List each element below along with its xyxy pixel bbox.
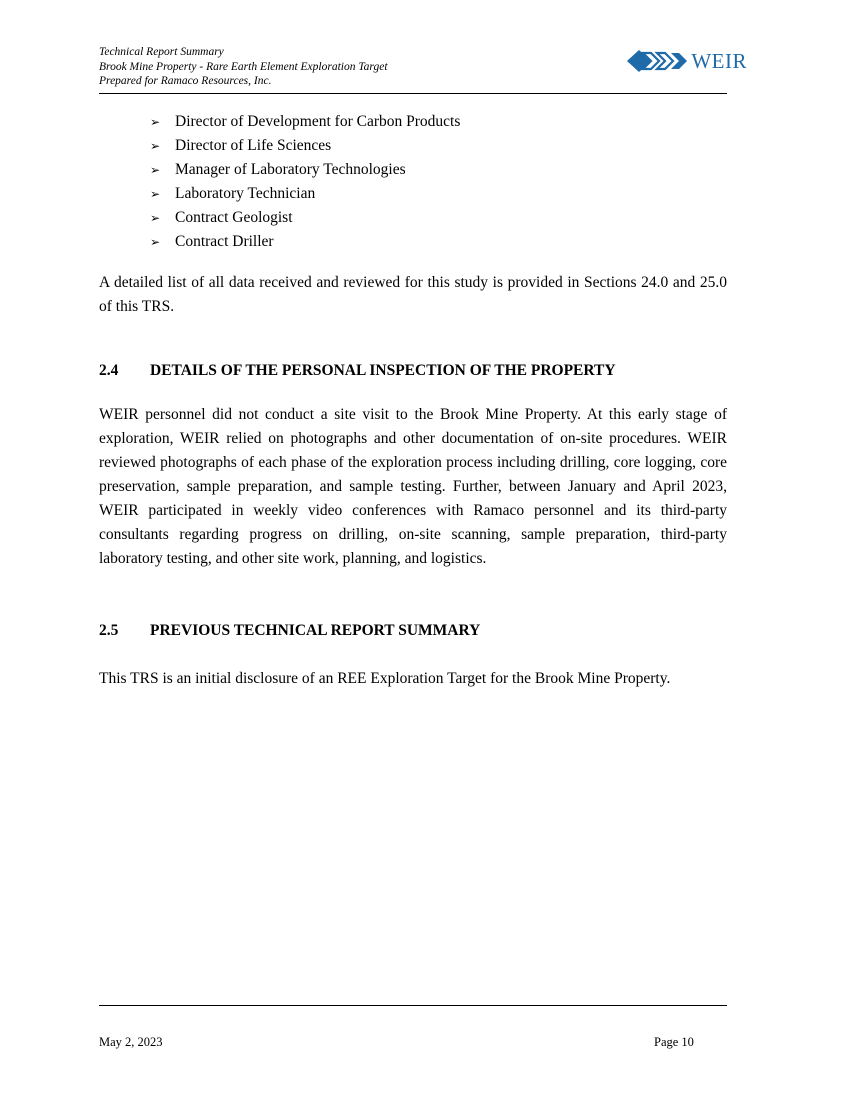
list-item-text: Contract Geologist bbox=[175, 209, 293, 226]
list-item bbox=[150, 182, 460, 206]
section-2-5-number: 2.5 bbox=[99, 622, 119, 639]
footer-page-number: Page 10 bbox=[654, 1035, 694, 1049]
list-item bbox=[150, 134, 460, 158]
section-2-4-heading bbox=[99, 359, 616, 383]
section-2-4-number: 2.4 bbox=[99, 362, 119, 379]
weir-logo bbox=[627, 49, 747, 73]
arrow-bullet-icon: ➢ bbox=[150, 115, 161, 129]
list-item-text: Director of Life Sciences bbox=[175, 137, 332, 154]
arrow-bullet-icon: ➢ bbox=[150, 211, 161, 225]
header-line-prepared-for: Prepared for Ramaco Resources, Inc. bbox=[99, 75, 272, 87]
list-item bbox=[150, 110, 460, 134]
arrow-bullet-icon: ➢ bbox=[150, 235, 161, 249]
header-text-block bbox=[99, 45, 388, 89]
role-bullet-list bbox=[150, 110, 460, 254]
section-2-5-title: PREVIOUS TECHNICAL REPORT SUMMARY bbox=[150, 622, 481, 639]
header-line-property: Brook Mine Property - Rare Earth Element Exploration Target bbox=[99, 60, 388, 73]
arrow-bullet-icon: ➢ bbox=[150, 139, 161, 153]
list-item-text: Contract Driller bbox=[175, 233, 274, 250]
arrow-bullet-icon: ➢ bbox=[150, 163, 161, 177]
footer-divider bbox=[99, 1005, 727, 1006]
weir-logo-text: WEIR bbox=[691, 49, 747, 73]
data-list-paragraph: A detailed list of all data received and reviewed for this study is provided in Sections 24.0 and 25.0 of this TRS. bbox=[99, 274, 727, 315]
section-2-4-title: DETAILS OF THE PERSONAL INSPECTION OF THE PROPERTY bbox=[150, 362, 616, 379]
section-2-5-body: This TRS is an initial disclosure of an REE Exploration Target for the Brook Mine Property. bbox=[99, 670, 671, 687]
footer-date: May 2, 2023 bbox=[99, 1035, 163, 1049]
section-2-4-body: WEIR personnel did not conduct a site visit to the Brook Mine Property. At this early stage of exploration, WEIR relied on photographs and other documentation of on-site procedures. WEIR reviewed photographs of each phase of the exploration process including drilling, core logging, core preservation, sample preparation, and sample testing. Further, between January and April 2023, WEIR participated in weekly video conferences with Ramaco personnel and its third-party consultants regarding progress on drilling, on-site scanning, sample preparation, third-party laboratory testing, and other site work, planning, and logistics. bbox=[99, 406, 727, 567]
list-item bbox=[150, 158, 460, 182]
weir-diamonds-icon bbox=[627, 49, 689, 73]
list-item-text: Laboratory Technician bbox=[175, 185, 316, 202]
section-2-5-heading bbox=[99, 619, 480, 643]
list-item-text: Director of Development for Carbon Products bbox=[175, 113, 461, 130]
list-item-text: Manager of Laboratory Technologies bbox=[175, 161, 406, 178]
header-line-report-type: Technical Report Summary bbox=[99, 46, 224, 58]
list-item bbox=[150, 230, 460, 254]
list-item bbox=[150, 206, 460, 230]
arrow-bullet-icon: ➢ bbox=[150, 187, 161, 201]
page-header bbox=[99, 43, 747, 94]
